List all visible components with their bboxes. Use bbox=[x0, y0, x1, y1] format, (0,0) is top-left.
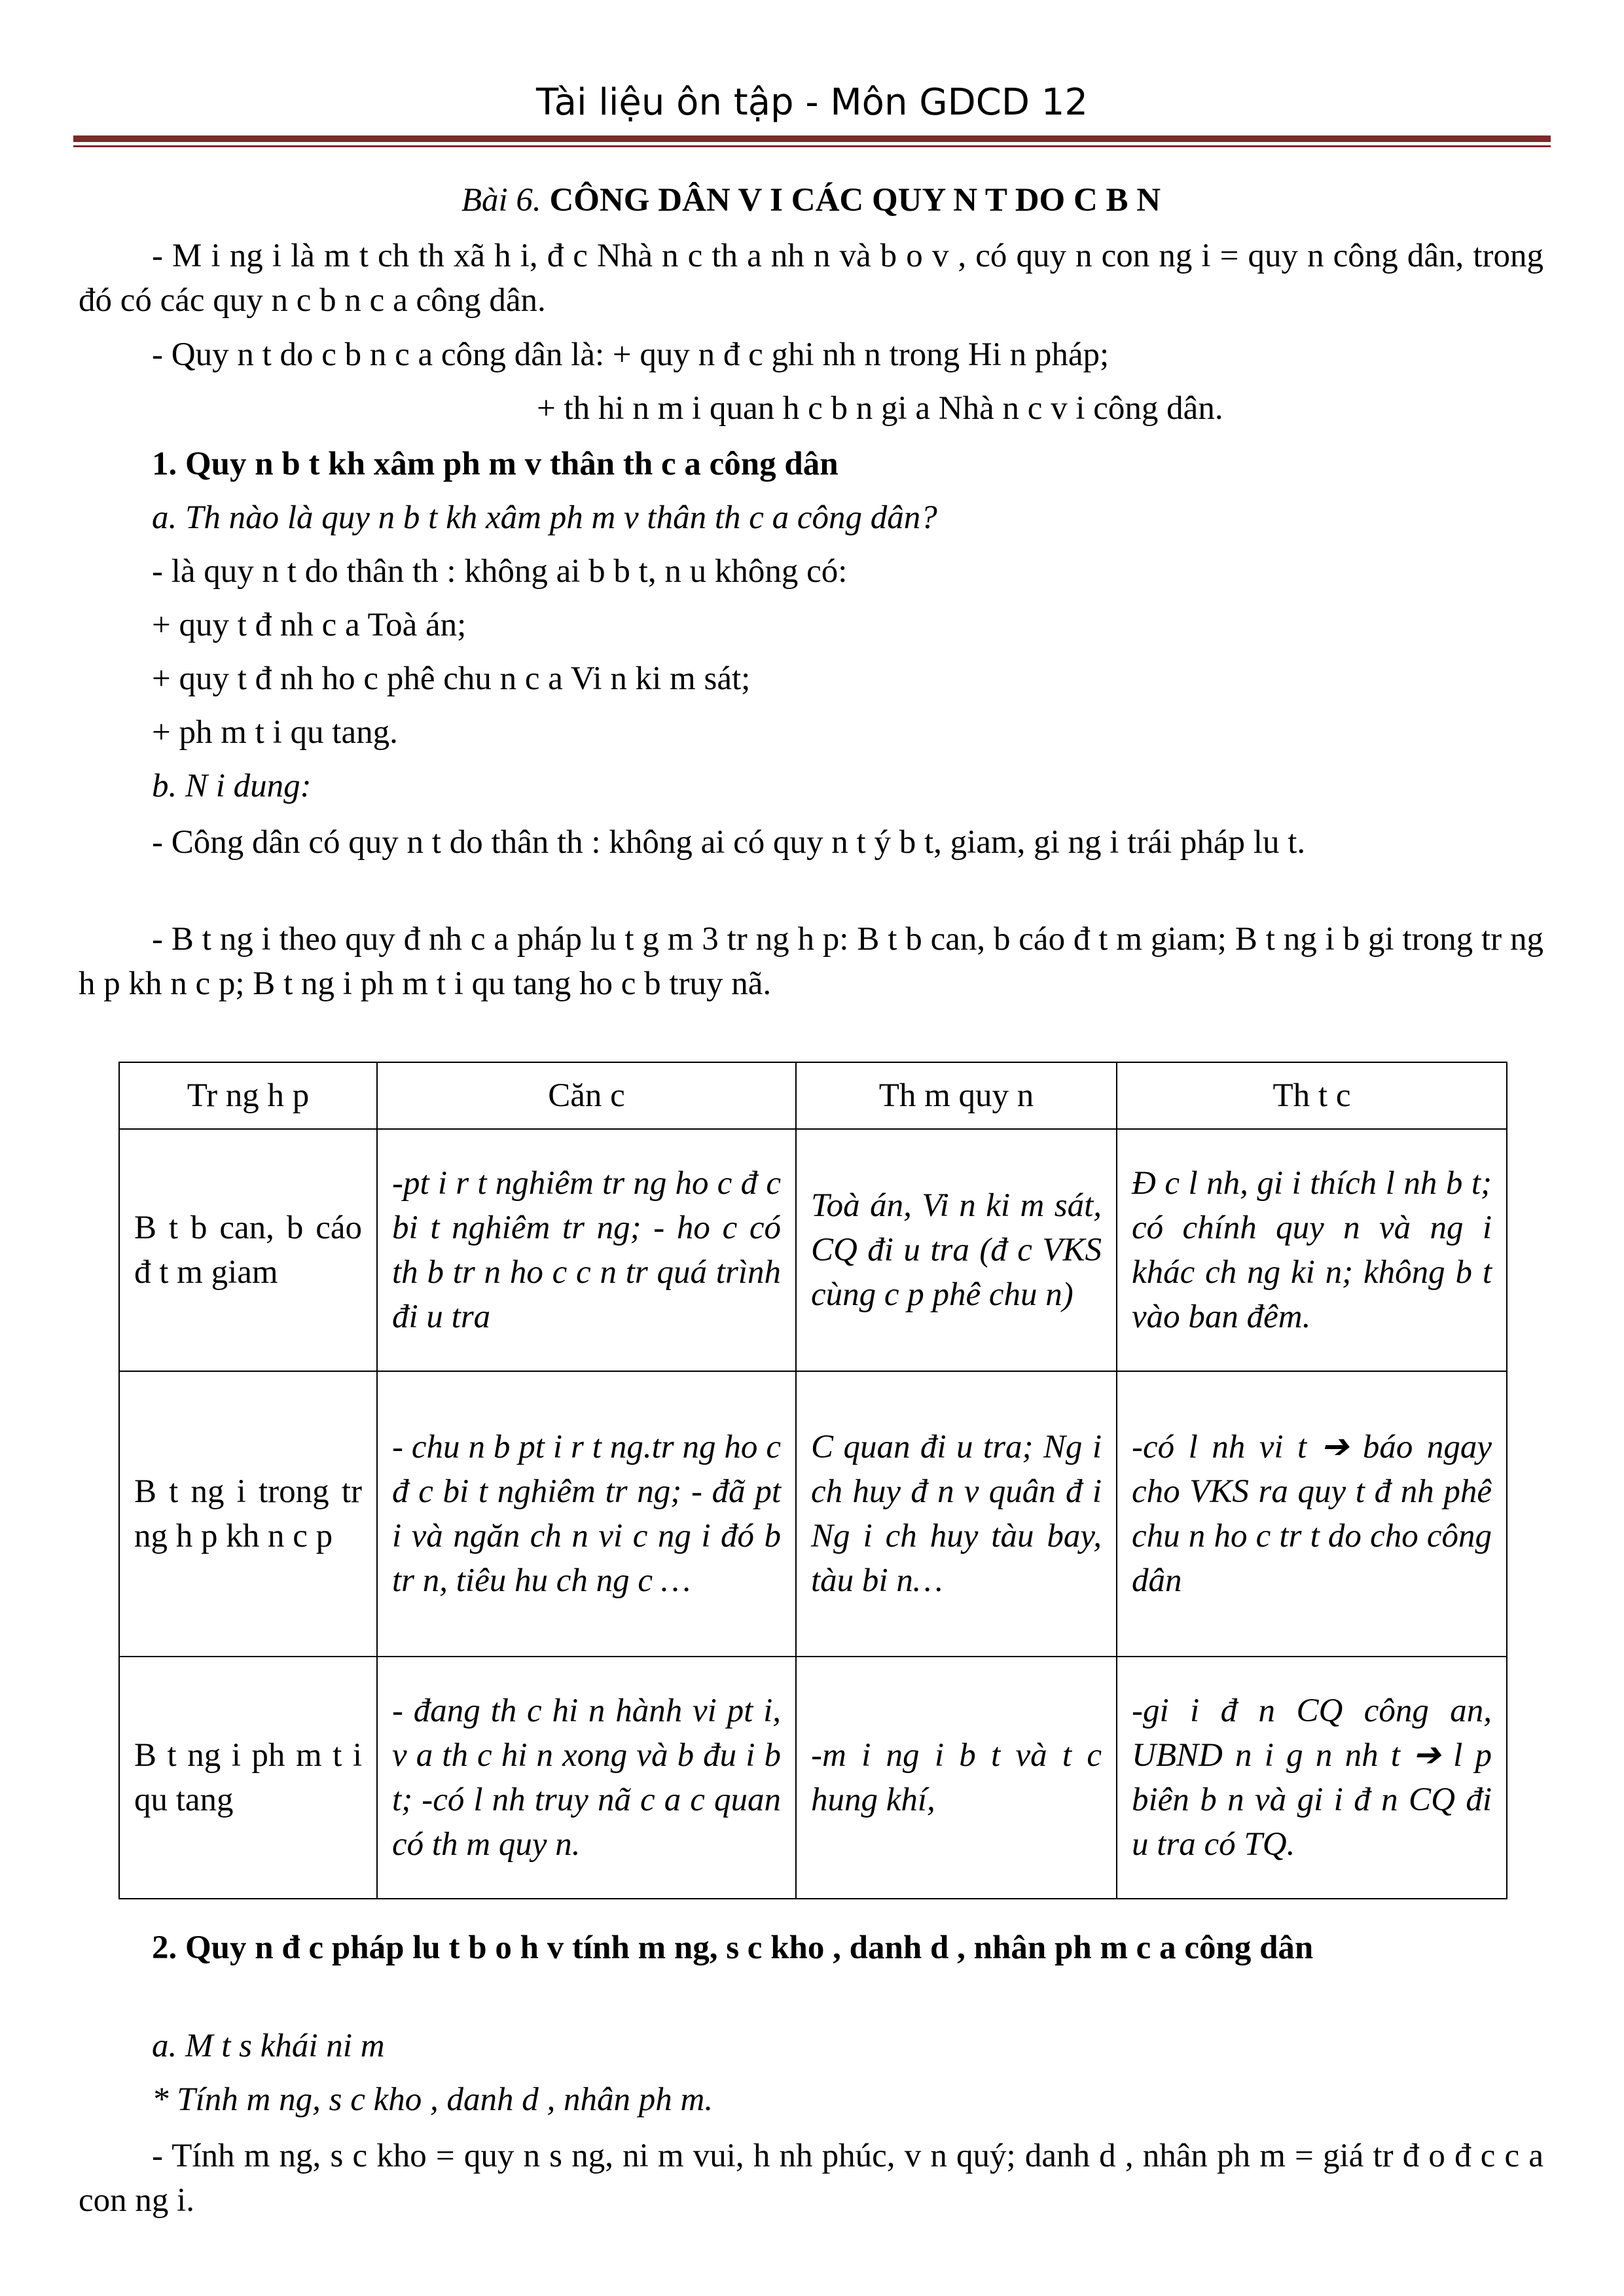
section2-paragraph-1: - Tính m ng, s c kho = quy n s ng, ni m vui, h nh phúc, v n quý; danh d , nhân ph m = giá tr đ o đ c c a con ng i. bbox=[79, 2138, 1543, 2219]
section1-a-line-4: + ph m t i qu tang. bbox=[152, 714, 398, 751]
table-header-case: Tr ng h p bbox=[119, 1062, 377, 1129]
header-rule-thick bbox=[73, 135, 1551, 142]
section1-sub-b: b. N i dung: bbox=[152, 768, 312, 804]
section1-a-line-1: - là quy n t do thân th : không ai b b t, n u không có: bbox=[152, 553, 848, 590]
intro-paragraph-1: - M i ng i là m t ch th xã h i, đ c Nhà n c th a nh n và b o v , có quy n con ng i = quy n công dân, trong đó có các quy n c b n c a công dân. bbox=[79, 238, 1543, 319]
page-header-title: Tài liệu ôn tập - Môn GDCD 12 bbox=[535, 81, 1089, 124]
table-cell-authority: -m i ng i b t và t c hung khí, bbox=[796, 1657, 1117, 1899]
arrest-cases-table bbox=[118, 1062, 1507, 1899]
table-row bbox=[119, 1129, 1507, 1371]
table-cell-authority: Toà án, Vi n ki m sát, CQ đi u tra (đ c VKS cùng c p phê chu n) bbox=[796, 1129, 1117, 1371]
section2-sub-a: a. M t s khái ni m bbox=[152, 2028, 385, 2064]
table-cell-procedure: -có l nh vi t ➔ báo ngay cho VKS ra quy t đ nh phê chu n ho c tr t do cho công dân bbox=[1117, 1371, 1507, 1657]
intro-paragraph-2: - Quy n t do c b n c a công dân là: + quy n đ c ghi nh n trong Hi n pháp; bbox=[152, 336, 1110, 373]
section1-heading: 1. Quy n b t kh xâm ph m v thân th c a công dân bbox=[152, 446, 839, 482]
section1-a-line-2: + quy t đ nh c a Toà án; bbox=[152, 607, 467, 643]
table-cell-procedure: -gi i đ n CQ công an, UBND n i g n nh t ➔ l p biên b n và gi i đ n CQ đi u tra có TQ. bbox=[1117, 1657, 1507, 1899]
section2-heading: 2. Quy n đ c pháp lu t b o h v tính m ng, s c kho , danh d , nhân ph m c a công dân bbox=[152, 1929, 1314, 1966]
table-row bbox=[119, 1371, 1507, 1657]
table-cell-case: B t ng i ph m t i qu tang bbox=[119, 1657, 377, 1899]
table-row bbox=[119, 1657, 1507, 1899]
section1-sub-a: a. Th nào là quy n b t kh xâm ph m v thân th c a công dân? bbox=[152, 499, 937, 536]
table-cell-basis: - đang th c hi n hành vi pt i, v a th c hi n xong và b đu i b t; -có l nh truy nã c a c quan có th m quy n. bbox=[377, 1657, 796, 1899]
lesson-number: Bài 6. bbox=[461, 182, 541, 219]
table-header-procedure: Th t c bbox=[1117, 1062, 1507, 1129]
lesson-heading: CÔNG DÂN V I CÁC QUY N T DO C B N bbox=[549, 182, 1161, 219]
table-cell-basis: - chu n b pt i r t ng.tr ng ho c đ c bi t nghiêm tr ng; - đã pt i và ngăn ch n vi c ng i đó b tr n, tiêu hu ch ng c … bbox=[377, 1371, 796, 1657]
header-rule-thin bbox=[73, 145, 1551, 147]
intro-paragraph-3: + th hi n m i quan h c b n gi a Nhà n c v i công dân. bbox=[537, 390, 1223, 427]
section1-b-paragraph-2: - B t ng i theo quy đ nh c a pháp lu t g m 3 tr ng h p: B t b can, b cáo đ t m giam; B t ng i b gi trong tr ng h p kh n c p; B t ng i ph m t i qu tang ho c b truy nã. bbox=[79, 921, 1543, 1002]
table-cell-authority: C quan đi u tra; Ng i ch huy đ n v quân đ i Ng i ch huy tàu bay, tàu bi n… bbox=[796, 1371, 1117, 1657]
table-header-authority: Th m quy n bbox=[796, 1062, 1117, 1129]
table-header-basis: Căn c bbox=[377, 1062, 796, 1129]
table-cell-basis: -pt i r t nghiêm tr ng ho c đ c bi t nghiêm tr ng; - ho c có th b tr n ho c c n tr quá trình đi u tra bbox=[377, 1129, 796, 1371]
table-header-row bbox=[119, 1062, 1507, 1129]
section1-a-line-3: + quy t đ nh ho c phê chu n c a Vi n ki m sát; bbox=[152, 660, 751, 697]
section2-star-line: * Tính m ng, s c kho , danh d , nhân ph m. bbox=[152, 2081, 713, 2118]
section1-b-paragraph-1: - Công dân có quy n t do thân th : không ai có quy n t ý b t, giam, gi ng i trái pháp lu t. bbox=[152, 824, 1306, 861]
table-cell-case: B t b can, b cáo đ t m giam bbox=[119, 1129, 377, 1371]
lesson-title bbox=[79, 178, 1543, 223]
table-cell-procedure: Đ c l nh, gi i thích l nh b t; có chính quy n và ng i khác ch ng ki n; không b t vào ban đêm. bbox=[1117, 1129, 1507, 1371]
table-cell-case: B t ng i trong tr ng h p kh n c p bbox=[119, 1371, 377, 1657]
